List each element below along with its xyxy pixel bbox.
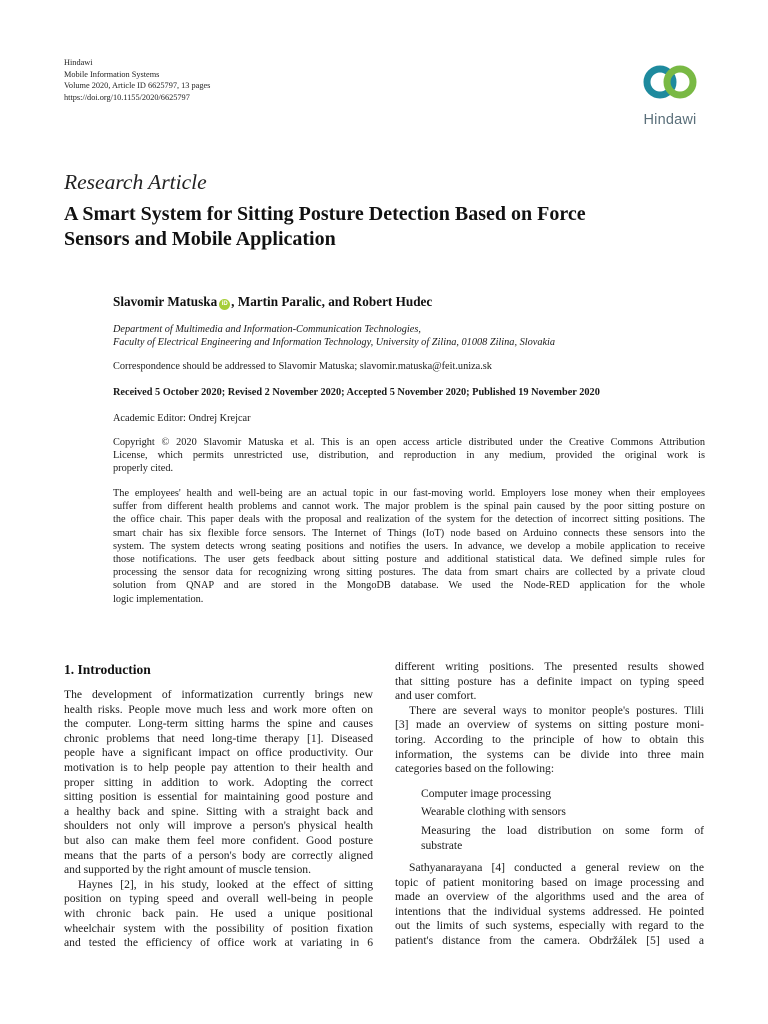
abstract-line: solution from QNAP and are stored in the MongoDB database. We used the Node-RED application for the whole <box>113 580 705 592</box>
abstract-line: smart chair has six flexible force sensors. The Internet of Things (IoT) node based on Arduino connects these sensors into the <box>113 527 705 539</box>
body-line: made an overview of the algorithms used and the area of <box>395 890 704 904</box>
body-line: Sathyanarayana [4] conducted a general review on the <box>409 861 704 874</box>
body-line: patient's distance from the camera. Obdržálek [5] used a <box>395 933 704 947</box>
list-item <box>421 805 704 820</box>
body-line: with chronic back pain. He used a unique positional <box>64 906 373 920</box>
academic-editor: Academic Editor: Ondrej Krejcar <box>113 413 251 424</box>
affiliation-line: Faculty of Electrical Engineering and Information Technology, University of Zilina, 01008 Zilina, Slovakia <box>113 337 556 348</box>
article-type: Research Article <box>64 170 207 194</box>
body-line: intentions that the individual systems addressed. He pointed <box>395 904 704 918</box>
copyright-line: Copyright © 2020 Slavomir Matuska et al. This is an open access article distributed under the Creative Commons Attribution <box>113 437 705 448</box>
body-line: position on typing speed and overall well-being in people <box>64 892 373 906</box>
hindawi-logo-text: Hindawi <box>643 112 697 128</box>
body-line: There are several ways to monitor people's postures. Tlili <box>409 703 704 717</box>
body-line: motivation is to help people pay attention to their health and <box>64 760 373 774</box>
abstract-line: The employees' health and well-being are an actual topic in our fast-moving world. Employers lose money when their employees <box>113 488 705 499</box>
body-line: health risks. People move much less and work more often on <box>64 702 373 716</box>
journal-volume: Volume 2020, Article ID 6625797, 13 pages <box>64 81 211 91</box>
abstract-line: those notifications. The user gets feedback about sitting posture and additional statistical data. We defined simple rules for <box>113 553 705 565</box>
journal-doi-link[interactable]: https://doi.org/10.1155/2020/6625797 <box>64 92 190 102</box>
body-line: Haynes [2], in his study, looked at the effect of sitting <box>78 877 373 891</box>
article-title <box>64 202 704 251</box>
right-column-bottom <box>395 861 704 949</box>
abstract-line: system. The system detects wrong seating positions and notifies the users. In advance, we develop a mobile application to receive <box>113 540 705 552</box>
body-line: wheelchair system with the possibility of position fixation <box>64 921 373 935</box>
abstract-line: processing the sensor data for recognizing wrong sitting postures. The data from smart chairs are collected by a private cloud <box>113 567 705 579</box>
body-line: out the limits of such systems, especially with regard to the <box>395 919 704 933</box>
body-line: and user comfort. <box>395 689 477 703</box>
body-line: topic of patient monitoring based on image processing and <box>395 875 704 889</box>
author-list <box>113 294 432 310</box>
title-line: Sensors and Mobile Application <box>64 227 336 250</box>
list-item-text: Measuring the load distribution on some form of <box>421 824 704 837</box>
body-line: [3] made an overview of systems on sitting posture moni- <box>395 718 704 732</box>
body-line: information, the systems can be divide into three main <box>395 747 704 761</box>
body-line: and tested the efficiency of office work at variating in 6 <box>64 936 373 950</box>
title-line: A Smart System for Sitting Posture Detection Based on Force <box>64 203 586 225</box>
body-line: sitting position is essential for maintaining good posture and <box>64 790 373 804</box>
body-line: but also can make them feel more confident. Good posture <box>64 833 373 847</box>
abstract-line: the office chair. This paper deals with the proposal and realization of the system for the detection of incorrect sitting positions. The <box>113 514 705 526</box>
list-item-text: Wearable clothing with sensors <box>421 805 566 818</box>
body-line: The development of informatization currently brings new <box>64 688 373 701</box>
list-item <box>421 824 704 853</box>
copyright-notice <box>113 436 705 476</box>
author-names-rest: , Martin Paralic, and Robert Hudec <box>231 294 433 309</box>
copyright-line: properly cited. <box>113 463 174 475</box>
affiliation-line: Department of Multimedia and Information-Communication Technologies, <box>113 324 421 335</box>
list-item-text: Computer image processing <box>421 787 552 800</box>
journal-publisher: Hindawi <box>64 58 93 67</box>
publication-dates: Received 5 October 2020; Revised 2 November 2020; Accepted 5 November 2020; Published 19 November 2020 <box>113 387 600 398</box>
body-line: chronic problems that need long-time therapy [1]. Diseased <box>64 731 373 745</box>
correspondence: Correspondence should be addressed to Slavomir Matuska; slavomir.matuska@feit.uniza.sk <box>113 361 492 372</box>
list-item <box>421 787 704 802</box>
body-line: different writing positions. The presented results showed <box>395 660 704 673</box>
body-line: people have a significant impact on office productivity. Our <box>64 746 373 760</box>
section-heading-introduction: 1. Introduction <box>64 662 151 677</box>
journal-meta <box>64 57 210 103</box>
left-column <box>64 688 373 951</box>
body-line: that sitting posture has a definite impact on typing speed <box>395 674 704 688</box>
body-line: proper sitting in addition to work. Adopting the correct <box>64 775 373 789</box>
body-line: toring. According to the principle of how to obtain this <box>395 732 704 746</box>
affiliation <box>113 323 705 349</box>
copyright-line: License, which permits unrestricted use, distribution, and reproduction in any medium, provided the original work is <box>113 450 705 462</box>
author-name[interactable]: Slavomir Matuska <box>113 294 218 309</box>
list-item-text: substrate <box>421 838 463 852</box>
abstract-line: suffer from different health problems and cannot work. The major problem is the spinal pain caused by the poor sitting posture on <box>113 501 705 513</box>
body-line: means that the parts of a person's body are correctly aligned <box>64 848 373 862</box>
body-line: the computer. Long-term sitting harms the spine and causes <box>64 717 373 731</box>
journal-name: Mobile Information Systems <box>64 69 160 79</box>
body-line: a healthy back and spine. Sitting with a straight back and <box>64 804 373 818</box>
right-column-top <box>395 660 704 777</box>
body-line: categories based on the following: <box>395 762 555 776</box>
abstract-line: logic implementation. <box>113 593 204 605</box>
body-line: shoulders not only will improve a person's physical health <box>64 819 373 833</box>
body-line: and supported by the right amount of muscle tension. <box>64 863 311 877</box>
orcid-icon[interactable]: iD <box>219 299 230 310</box>
abstract <box>113 487 705 606</box>
